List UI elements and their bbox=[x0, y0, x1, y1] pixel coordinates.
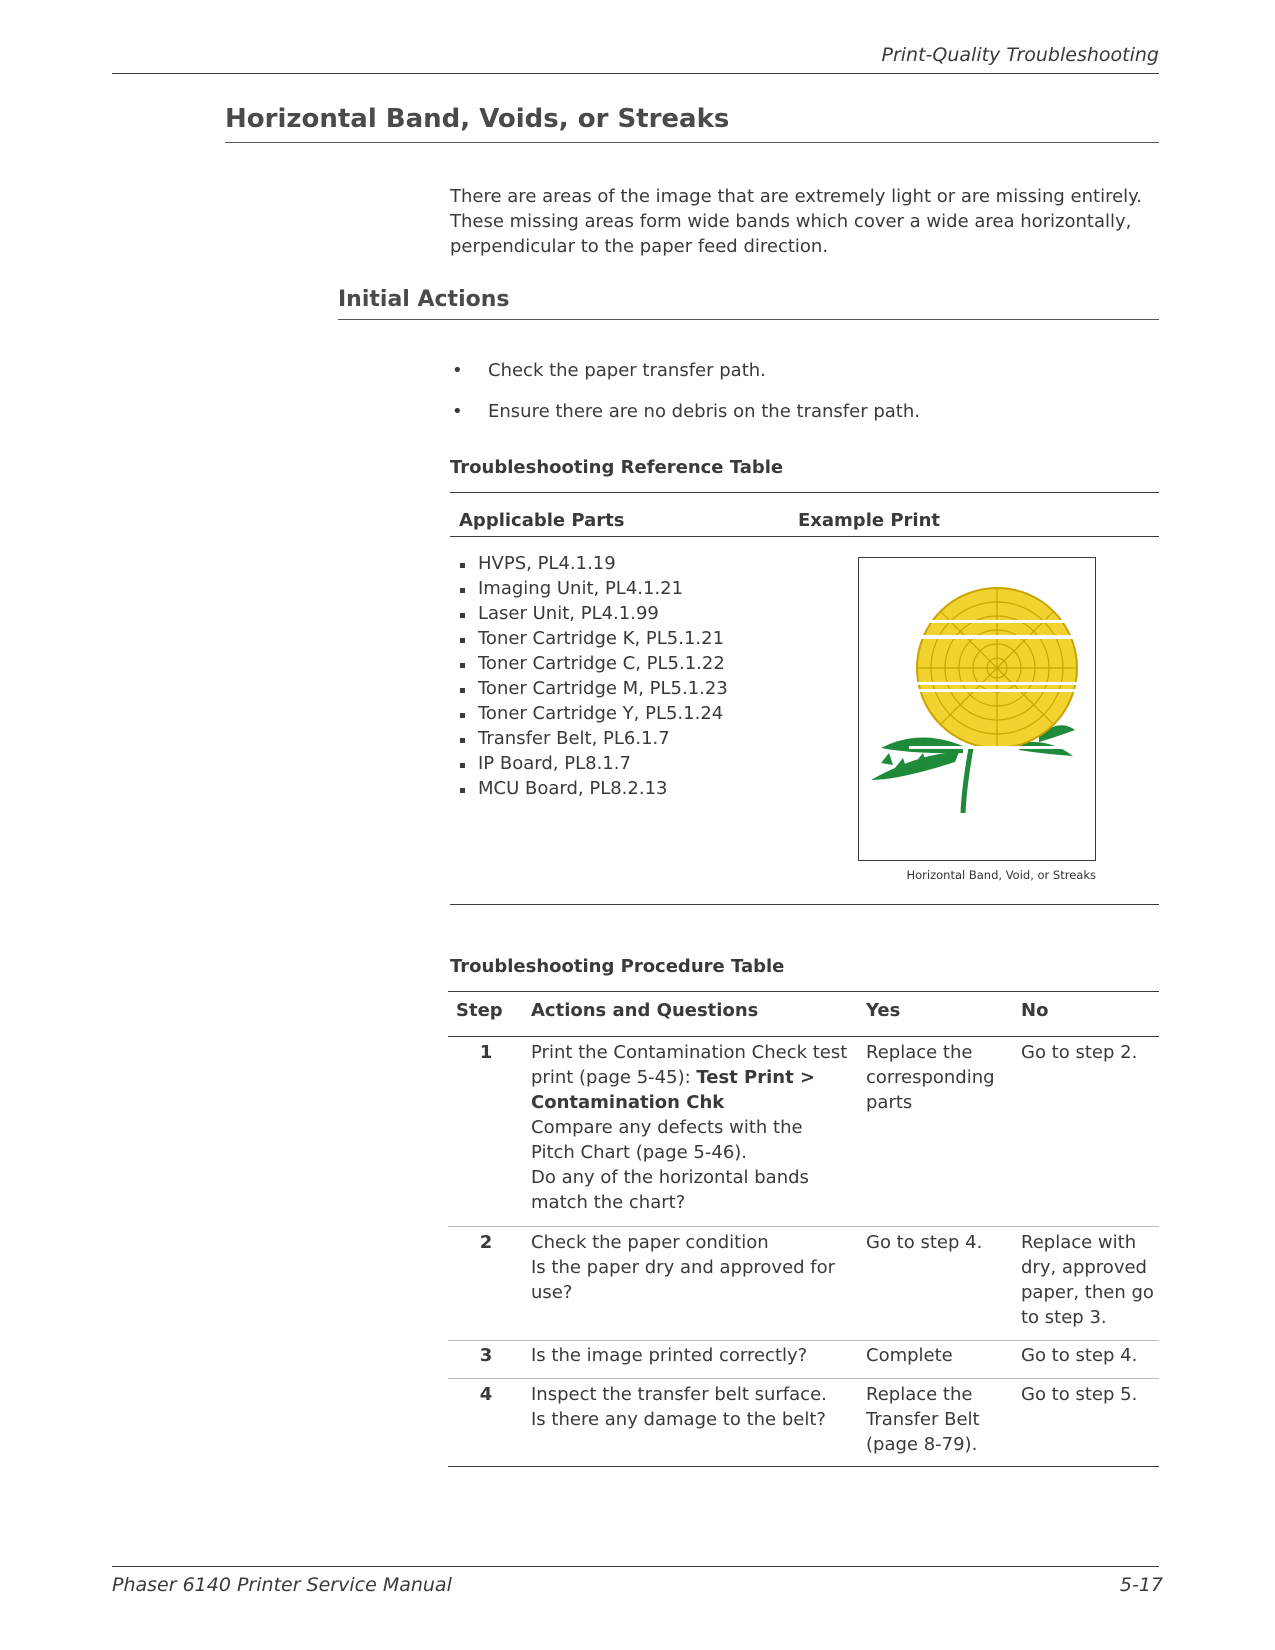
action-text: Compare any defects with the Pitch Chart (page 5-46). bbox=[531, 1117, 803, 1163]
square-bullet-icon bbox=[460, 763, 465, 768]
procedure-table-header-rule bbox=[448, 1036, 1159, 1037]
list-item bbox=[460, 701, 728, 726]
square-bullet-icon bbox=[460, 788, 465, 793]
no-cell: Replace with dry, approved paper, then go to step 3. bbox=[1021, 1232, 1154, 1328]
col-header-example: Example Print bbox=[798, 510, 940, 531]
yes-cell: Complete bbox=[866, 1345, 953, 1366]
yes-cell: Replace the Transfer Belt (page 8-79). bbox=[866, 1384, 980, 1455]
col-header-step: Step bbox=[456, 1000, 503, 1021]
void-band-shape bbox=[909, 620, 1089, 623]
part-label: MCU Board, PL8.2.13 bbox=[478, 778, 668, 799]
action-text: Check the paper condition bbox=[531, 1232, 769, 1253]
bullet-icon: • bbox=[452, 360, 463, 381]
list-item bbox=[460, 626, 728, 651]
procedure-table-bottom-rule bbox=[448, 1466, 1159, 1467]
part-label: Laser Unit, PL4.1.99 bbox=[478, 603, 659, 624]
yes-cell: Replace the corresponding parts bbox=[866, 1042, 995, 1113]
reference-table-bottom-rule bbox=[450, 904, 1159, 905]
example-print-image bbox=[858, 557, 1096, 861]
initial-actions-title: Initial Actions bbox=[338, 287, 510, 312]
square-bullet-icon bbox=[460, 713, 465, 718]
leaf-shape bbox=[871, 752, 959, 780]
header-rule bbox=[112, 73, 1159, 74]
actions-cell bbox=[531, 1040, 851, 1215]
row-divider bbox=[448, 1378, 1159, 1379]
list-item bbox=[460, 751, 728, 776]
flower-illustration bbox=[859, 558, 1095, 860]
col-header-parts: Applicable Parts bbox=[459, 510, 625, 531]
list-item bbox=[450, 399, 920, 424]
reference-table-top-rule bbox=[450, 492, 1159, 493]
col-header-no: No bbox=[1021, 1000, 1049, 1021]
square-bullet-icon bbox=[460, 688, 465, 693]
running-header: Print-Quality Troubleshooting bbox=[881, 44, 1159, 66]
list-item bbox=[460, 576, 728, 601]
list-item bbox=[460, 776, 728, 801]
part-label: Transfer Belt, PL6.1.7 bbox=[478, 728, 670, 749]
row-divider bbox=[448, 1340, 1159, 1341]
part-label: IP Board, PL8.1.7 bbox=[478, 753, 631, 774]
procedure-table-top-rule bbox=[448, 991, 1159, 992]
footer-page-number: 5-17 bbox=[1119, 1574, 1163, 1596]
list-item bbox=[460, 651, 728, 676]
footer-rule bbox=[112, 1566, 1159, 1567]
list-item bbox=[450, 358, 920, 383]
void-band-shape bbox=[909, 746, 1089, 749]
initial-actions-list bbox=[450, 358, 920, 440]
no-cell: Go to step 2. bbox=[1021, 1042, 1138, 1063]
part-label: Toner Cartridge C, PL5.1.22 bbox=[478, 653, 725, 674]
part-label: Toner Cartridge M, PL5.1.23 bbox=[478, 678, 728, 699]
list-item bbox=[460, 551, 728, 576]
footer-manual-title: Phaser 6140 Printer Service Manual bbox=[112, 1574, 452, 1596]
col-header-actions: Actions and Questions bbox=[531, 1000, 759, 1021]
no-cell: Go to step 4. bbox=[1021, 1345, 1138, 1366]
action-text: Print the Contamination Check test print (page 5-45): bbox=[531, 1042, 848, 1088]
square-bullet-icon bbox=[460, 738, 465, 743]
no-cell: Go to step 5. bbox=[1021, 1384, 1138, 1405]
list-item-text: Ensure there are no debris on the transfer path. bbox=[488, 401, 920, 422]
section-title-rule bbox=[225, 142, 1159, 143]
reference-table-title: Troubleshooting Reference Table bbox=[450, 457, 784, 478]
list-item bbox=[460, 601, 728, 626]
square-bullet-icon bbox=[460, 588, 465, 593]
list-item bbox=[460, 676, 728, 701]
step-number: 4 bbox=[479, 1384, 493, 1405]
list-item bbox=[460, 726, 728, 751]
actions-cell bbox=[531, 1230, 851, 1305]
procedure-table-title: Troubleshooting Procedure Table bbox=[450, 956, 785, 977]
reference-table-header-rule bbox=[450, 536, 1159, 537]
actions-cell: Is the image printed correctly? bbox=[531, 1345, 808, 1366]
menu-path: Test Print > Contamination Chk bbox=[531, 1067, 816, 1113]
step-number: 3 bbox=[479, 1345, 493, 1366]
part-label: Imaging Unit, PL4.1.21 bbox=[478, 578, 684, 599]
col-header-yes: Yes bbox=[866, 1000, 901, 1021]
action-text: Inspect the transfer belt surface. bbox=[531, 1384, 827, 1405]
square-bullet-icon bbox=[460, 638, 465, 643]
step-number: 1 bbox=[479, 1042, 493, 1063]
section-intro: There are areas of the image that are extremely light or are missing entirely. These missing areas form wide bands which cover a wide area horizontally, perpendicular to the paper feed direction. bbox=[450, 186, 1142, 257]
question-text: Do any of the horizontal bands match the chart? bbox=[531, 1167, 809, 1213]
void-band-shape bbox=[909, 689, 1089, 692]
square-bullet-icon bbox=[460, 663, 465, 668]
section-title: Horizontal Band, Voids, or Streaks bbox=[225, 104, 730, 134]
part-label: HVPS, PL4.1.19 bbox=[478, 553, 616, 574]
actions-cell bbox=[531, 1382, 851, 1432]
part-label: Toner Cartridge K, PL5.1.21 bbox=[478, 628, 725, 649]
square-bullet-icon bbox=[460, 563, 465, 568]
example-caption: Horizontal Band, Void, or Streaks bbox=[906, 868, 1096, 882]
list-item-text: Check the paper transfer path. bbox=[488, 360, 766, 381]
row-divider bbox=[448, 1226, 1159, 1227]
square-bullet-icon bbox=[460, 613, 465, 618]
applicable-parts-list bbox=[460, 551, 728, 801]
yes-cell: Go to step 4. bbox=[866, 1232, 983, 1253]
stem-shape bbox=[963, 748, 971, 813]
bullet-icon: • bbox=[452, 401, 463, 422]
question-text: Is there any damage to the belt? bbox=[531, 1409, 826, 1430]
void-band-shape bbox=[909, 635, 1089, 639]
question-text: Is the paper dry and approved for use? bbox=[531, 1257, 836, 1303]
void-band-shape bbox=[909, 682, 1089, 685]
initial-actions-rule bbox=[338, 319, 1159, 320]
part-label: Toner Cartridge Y, PL5.1.24 bbox=[478, 703, 724, 724]
leaf-shape bbox=[881, 737, 963, 753]
step-number: 2 bbox=[479, 1232, 493, 1253]
